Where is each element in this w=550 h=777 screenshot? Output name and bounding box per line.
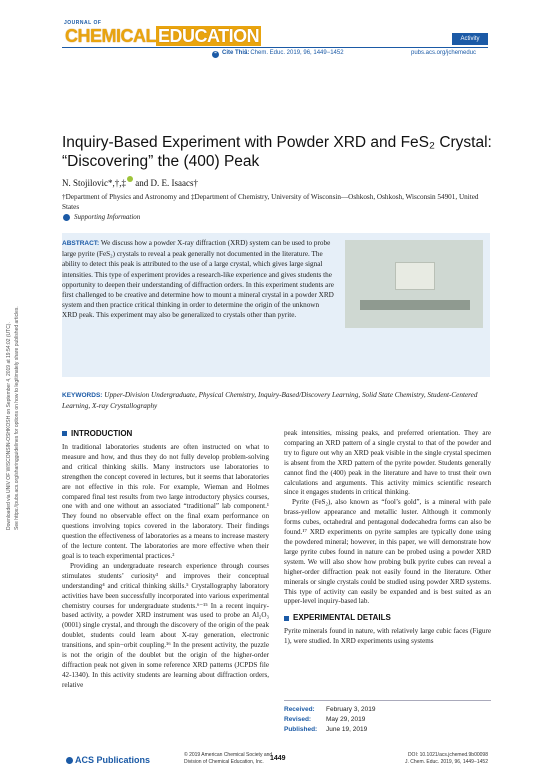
copyright-notice <box>184 752 272 765</box>
article-title <box>62 133 502 171</box>
intro-paragraph-2: Providing an undergraduate research experience through courses stimulates students’ curiosity³ and improves their conceptual understanding⁴ and critical thinking skills.⁵ Crystallography laboratory activities have been successfully incorporated into various experimental chemistry courses for undergraduate students.⁶⁻¹⁵ In a recent inquiry-based activity, a powder XRD instrument was used to probe an Al₂O₃ (0001) single crystal, and through the discovery of the origin of the peak doublet, students could learn about X-ray generation, electronic transitions, and spin−orbit coupling.¹⁶ In the present activity, the puzzle is not the origin of the doublet but the origin of the higher-order diffraction peak not given in some reference XRD patterns (JCPDS file 42-1340). In this activity students are learning about diffraction orders, relative <box>62 561 269 689</box>
keywords-label: KEYWORDS: <box>62 392 103 399</box>
received-date-row <box>284 705 491 715</box>
journal-logo <box>62 26 264 46</box>
author-primary[interactable]: N. Stojilovic*,†,‡ <box>62 178 127 188</box>
received-label: Received: <box>284 706 315 713</box>
article-type-badge: Activity <box>452 33 488 45</box>
doi-block <box>380 752 488 765</box>
download-notice: Downloaded via UNIV OF WISCONSIN-OSHKOSH on September 4, 2019 at 19:54:02 (UTC). <box>6 322 12 530</box>
experimental-paragraph-1: Pyrite minerals found in nature, with relatively large cubic faces (Figure 1), were studied. In XRD experiments using systems <box>284 627 491 646</box>
citation-reference: J. Chem. Educ. 2019, 96, 1449−1452 <box>244 50 344 56</box>
cite-icon[interactable]: ❝ <box>212 51 219 58</box>
publication-dates <box>284 700 491 735</box>
body-column-right <box>284 429 491 647</box>
body-column-left <box>62 429 269 691</box>
section-heading-experimental <box>284 613 491 623</box>
header-divider <box>62 47 488 48</box>
publisher-name: ACS Publications <box>75 755 151 765</box>
toc-sample-holder <box>360 300 470 310</box>
footer-citation: J. Chem. Educ. 2019, 96, 1449−1452 <box>405 758 488 765</box>
abstract-label: ABSTRACT: <box>62 240 100 247</box>
journal-name-part-b: EDUCATION <box>158 26 260 46</box>
doi-link[interactable]: DOI: 10.1021/acs.jchemed.9b00098 <box>407 752 488 758</box>
revised-label: Revised: <box>284 716 312 723</box>
section-heading-text: EXPERIMENTAL DETAILS <box>293 613 391 623</box>
sharing-guidelines-notice[interactable]: See https://pubs.acs.org/sharingguidelines for options on how to legitimately share published articles. <box>14 306 20 530</box>
received-value: February 3, 2019 <box>326 706 376 713</box>
author-secondary[interactable]: and D. E. Isaacs† <box>133 178 198 188</box>
published-date-row <box>284 725 491 735</box>
published-label: Published: <box>284 726 318 733</box>
copyright-line-2: Division of Chemical Education, Inc. <box>184 758 264 765</box>
journal-url-link[interactable]: pubs.acs.org/jchemeduc <box>411 50 477 56</box>
acs-logo-icon <box>66 757 73 764</box>
journal-top-label: JOURNAL OF <box>64 20 102 26</box>
supporting-info-icon[interactable] <box>63 214 70 221</box>
publisher-logo[interactable] <box>66 755 150 765</box>
title-line-1: Inquiry-Based Experiment with Powder XRD and FeS₂ Crystal: <box>62 134 492 151</box>
published-value: June 19, 2019 <box>326 726 368 733</box>
abstract-body: We discuss how a powder X-ray diffraction (XRD) system can be used to probe large pyrite (FeS₂) crystals to reveal a peak generally not documented in the literature. The ability to detect this peak is attributed to the use of a large crystal, which gives large signal intensities. This type of experiment provides a research-like experience and gives students the opportunity to deepen their understanding of diffraction orders. In this experiment students are first challenged to be creative and determine how to mount a mineral crystal in a powder XRD system and then practice critical thinking in order to determine the origin of the unknown XRD peak. This experiment may also be generalized to crystals other than pyrite. <box>62 239 334 320</box>
cite-this-link[interactable]: Cite This: <box>222 50 250 56</box>
revised-value: May 29, 2019 <box>326 716 366 723</box>
title-line-2: “Discovering” the (400) Peak <box>62 153 260 170</box>
section-heading-text: INTRODUCTION <box>71 429 133 438</box>
supporting-info-link[interactable]: Supporting Information <box>74 213 141 221</box>
toc-crystal-image <box>395 262 435 290</box>
intro-paragraph-3: peak intensities, missing peaks, and preferred orientation. They are comparing an XRD pattern of a single crystal to that of the powder and try to figure out why an XRD peak visible in the single crystal specimen is absent from the XRD pattern of the pyrite powder. Students generally cannot find the (400) peak in the literature and have to trust their own calculations and arguments. This activity mimics scientific research since it engages students in critical thinking. <box>284 429 491 497</box>
copyright-line-1: © 2019 American Chemical Society and <box>184 752 273 758</box>
intro-paragraph-1: In traditional laboratories students are often instructed on what to measure and how, and thus they do not fully develop problem-solving and critical thinking skills. Many instructors use laboratories to strengthen the concept covered in lectures, but it seems that laboratories are not effective in this role. For example, Wieman and Holmes compared final test results from two large introductory physics courses, one with and one without an associated “traditional” lab component.¹ They found no observable effect on the final exam performance on questions involving topics covered in the laboratory. Their findings question the effectiveness of laboratories as a means to increase mastery of the lecture content. The laboratories are more effective when their goal is to teach experimental practices.² <box>62 443 269 560</box>
page-number: 1449 <box>270 755 286 762</box>
intro-paragraph-4: Pyrite (FeS₂), also known as “fool’s gold”, is a mineral with pale brass-yellow appearance and metallic luster. Although it commonly forms cubes, octahedral and pentagonal dodecahedra forms can also be found.¹⁷ XRD experiments on pyrite samples are typically done using the powdered mineral; however, in this paper, we will demonstrate how large pyrite cubes found in nature can be probed using a powder XRD system. We will also show how probing bulk pyrite cubes can reveal a higher-order diffraction peak not easily found in the literature. Other minerals or single crystals could be studied using powder XRD systems. This type of activity can easily be expanded and is best suited as an upper-level inquiry-based lab. <box>284 498 491 606</box>
revised-date-row <box>284 715 491 725</box>
abstract <box>62 238 334 321</box>
affiliation: †Department of Physics and Astronomy and ‡Department of Chemistry, University of Wisconsin—Oshkosh, Oshkosh, Wisconsin 54901, United States <box>62 193 479 211</box>
section-heading-introduction <box>62 429 269 439</box>
keywords <box>62 390 492 411</box>
author-list <box>62 176 198 188</box>
section-square-icon <box>284 616 289 621</box>
keywords-list: Upper-Division Undergraduate, Physical Chemistry, Inquiry-Based/Discovery Learning, Solid State Chemistry, Student-Centered Learning, X-ray Crystallography <box>62 391 478 410</box>
journal-name-part-a: CHEMICAL <box>65 26 156 46</box>
section-square-icon <box>62 431 67 436</box>
